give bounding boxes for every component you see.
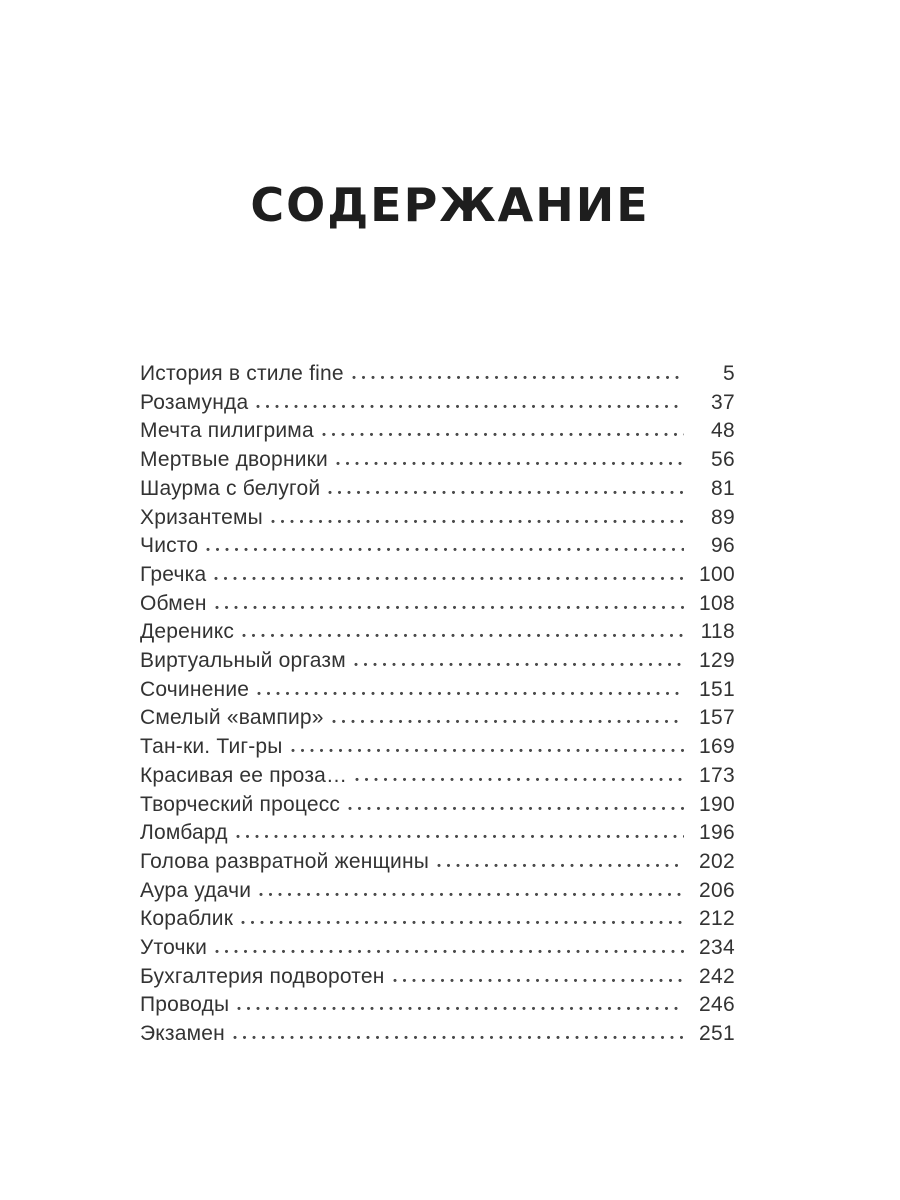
toc-row <box>140 762 735 791</box>
toc-entry-title: Дереникс <box>140 620 235 644</box>
toc-entry-page: 129 <box>699 649 735 673</box>
toc-row <box>140 590 735 619</box>
toc-leader-dots <box>259 892 684 897</box>
toc-entry-page: 100 <box>699 562 735 586</box>
toc-leader-dots <box>437 863 684 868</box>
toc-entry-title: Гречка <box>140 562 207 586</box>
toc-row <box>140 389 735 418</box>
toc-entry-title: Уточки <box>140 936 207 960</box>
toc-entry-title: Красивая ее проза… <box>140 763 348 787</box>
toc-row <box>140 819 735 848</box>
toc-entry-page: 118 <box>700 620 735 644</box>
toc-entry-page: 89 <box>711 505 735 529</box>
toc-row <box>140 676 735 705</box>
toc-entry-title: Голова развратной женщины <box>140 849 430 873</box>
toc-entry-page: 108 <box>699 591 735 615</box>
toc-leader-dots <box>242 633 684 638</box>
toc-entry-title: Творческий процесс <box>140 792 341 816</box>
toc-row <box>140 733 735 762</box>
toc-row <box>140 934 735 963</box>
toc-row <box>140 446 735 475</box>
toc-entry-page: 81 <box>711 476 735 500</box>
toc-entry-page: 157 <box>699 706 735 730</box>
toc-leader-dots <box>271 519 684 524</box>
toc-leader-dots <box>241 920 684 925</box>
toc-entry-title: Розамунда <box>140 390 249 414</box>
toc-row <box>140 532 735 561</box>
toc-entry-page: 169 <box>699 735 735 759</box>
toc-leader-dots <box>291 748 684 753</box>
toc-entry-page: 56 <box>711 448 735 472</box>
toc-entry-title: Ломбард <box>140 821 228 845</box>
toc-entry-page: 96 <box>711 534 735 558</box>
toc-leader-dots <box>206 547 684 552</box>
toc-entry-page: 234 <box>699 936 735 960</box>
toc-leader-dots <box>322 432 684 437</box>
toc-leader-dots <box>256 404 684 409</box>
toc-leader-dots <box>336 461 684 466</box>
toc-row <box>140 417 735 446</box>
toc-entry-page: 212 <box>699 907 735 931</box>
toc-leader-dots <box>354 662 684 667</box>
toc-leader-dots <box>257 691 684 696</box>
toc-leader-dots <box>214 576 684 581</box>
toc-entry-title: Мертвые дворники <box>140 448 328 472</box>
toc-entry-title: Бухгалтерия подворотен <box>140 964 385 988</box>
toc-leader-dots <box>355 777 684 782</box>
toc-entry-page: 151 <box>699 677 735 701</box>
toc-entry-title: Мечта пилигрима <box>140 419 314 443</box>
toc-row <box>140 647 735 676</box>
toc-leader-dots <box>215 605 684 610</box>
toc-entry-title: Кораблик <box>140 907 234 931</box>
toc-entry-title: Виртуальный оргазм <box>140 649 346 673</box>
toc-row <box>140 905 735 934</box>
toc-entry-title: Смелый «вампир» <box>140 706 324 730</box>
toc-entry-title: Обмен <box>140 591 207 615</box>
toc-row <box>140 504 735 533</box>
toc-entry-title: Сочинение <box>140 677 250 701</box>
toc-entry-page: 173 <box>699 763 735 787</box>
toc-row <box>140 1020 735 1049</box>
toc-leader-dots <box>328 490 684 495</box>
toc-leader-dots <box>233 1035 684 1040</box>
toc-entry-page: 251 <box>699 1022 735 1046</box>
toc-leader-dots <box>348 806 684 811</box>
toc-entry-page: 246 <box>699 993 735 1017</box>
toc-entry-page: 242 <box>699 964 735 988</box>
toc-leader-dots <box>352 375 684 380</box>
toc-leader-dots <box>236 834 684 839</box>
toc-list <box>140 360 735 1049</box>
toc-row <box>140 991 735 1020</box>
toc-row <box>140 704 735 733</box>
toc-entry-title: Экзамен <box>140 1022 225 1046</box>
toc-row <box>140 848 735 877</box>
toc-leader-dots <box>332 719 684 724</box>
toc-entry-title: Шаурма с белугой <box>140 476 321 500</box>
toc-entry-title: Хризантемы <box>140 505 263 529</box>
toc-entry-page: 202 <box>699 849 735 873</box>
toc-entry-page: 5 <box>723 362 735 385</box>
toc-entry-title: Проводы <box>140 993 230 1017</box>
toc-entry-title: Чисто <box>140 534 199 558</box>
toc-row <box>140 360 735 389</box>
toc-row <box>140 877 735 906</box>
toc-row <box>140 618 735 647</box>
toc-leader-dots <box>237 1006 684 1011</box>
toc-leader-dots <box>215 949 684 954</box>
toc-leader-dots <box>393 978 684 983</box>
toc-entry-title: История в стиле fine <box>140 362 344 385</box>
toc-row <box>140 963 735 992</box>
toc-row <box>140 791 735 820</box>
toc-row <box>140 561 735 590</box>
toc-entry-page: 37 <box>711 390 735 414</box>
toc-row <box>140 475 735 504</box>
toc-entry-page: 196 <box>699 821 735 845</box>
page-title: СОДЕРЖАНИЕ <box>250 178 650 232</box>
toc-entry-title: Тан-ки. Тиг-ры <box>140 735 283 759</box>
toc-entry-page: 48 <box>711 419 735 443</box>
toc-entry-page: 206 <box>699 878 735 902</box>
toc-entry-title: Аура удачи <box>140 878 252 902</box>
toc-entry-page: 190 <box>699 792 735 816</box>
